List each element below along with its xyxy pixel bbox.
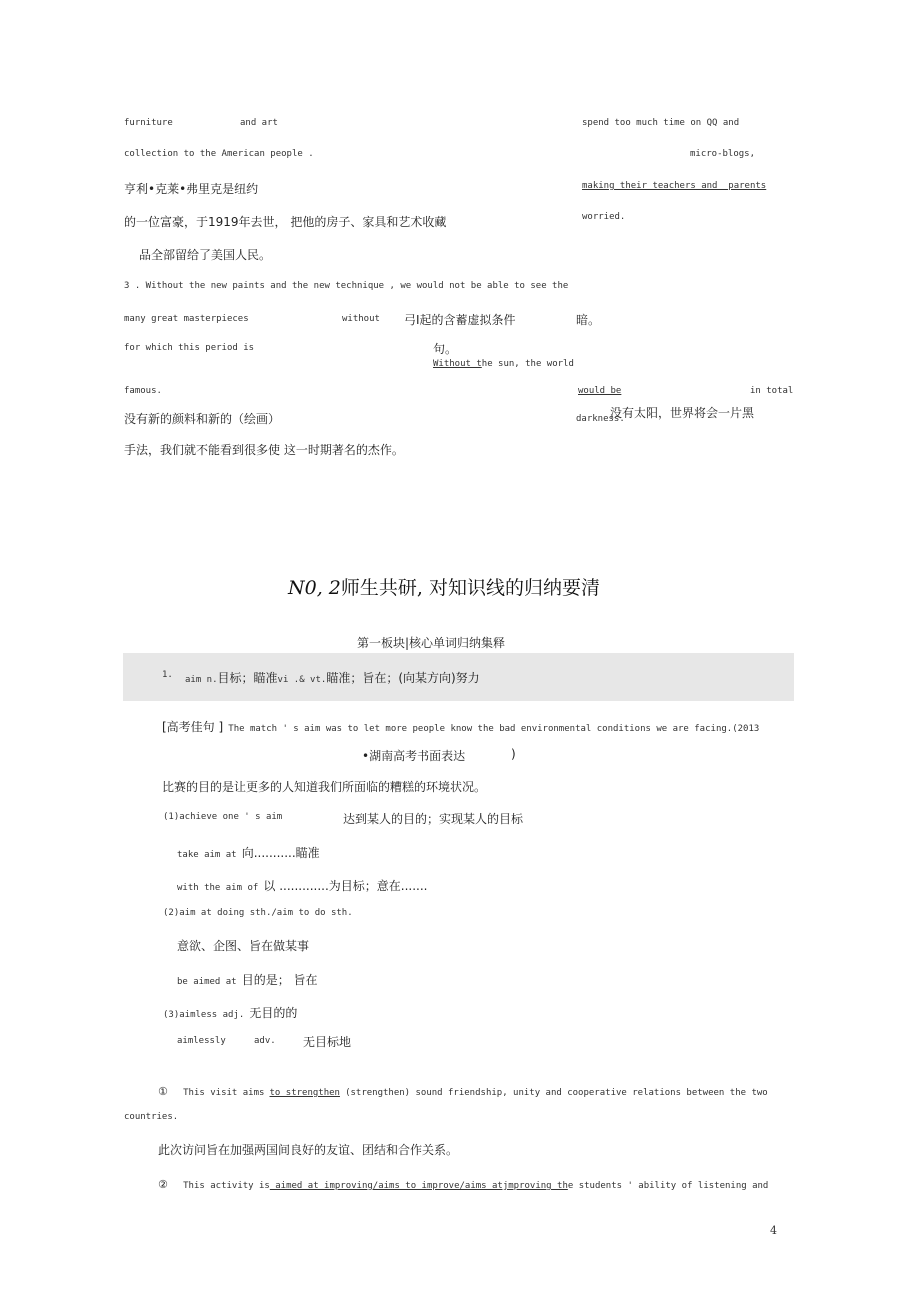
phrase-cn: 无目标地 [303, 1035, 352, 1049]
text-line: and art [240, 118, 278, 128]
gaokao-label: [高考佳句 ] [162, 720, 224, 734]
text-line: for which this period is [124, 343, 255, 353]
phrase [163, 1002, 297, 1021]
example-text: countries. [124, 1112, 179, 1122]
page-number: 4 [770, 1224, 777, 1237]
phrase-en: (3)aimless adj. [163, 1010, 245, 1020]
chinese-line: 没有太阳，世界将会一片黑 [610, 406, 755, 420]
band-number: 1. [162, 670, 173, 680]
example-2 [158, 1173, 768, 1192]
example-text: This activity is [183, 1181, 270, 1191]
phrase [177, 969, 318, 988]
title-text: 师生共研, 对知识线的归纳要清 [340, 577, 600, 599]
gaokao-text: The match ' s aim was to let more people know the bad environmental conditions we are facing.(2013 [228, 724, 760, 734]
phrase-cn: 无目的的 [249, 1006, 298, 1020]
example-text: e students ' ability of listening and [567, 1181, 769, 1191]
phrase-cn: 向...........瞄准 [241, 846, 320, 860]
sentence-3: 3 . Without the new paints and the new technique , we would not be able to see the [124, 281, 569, 291]
band-heading [185, 667, 480, 686]
phrase-en: with the aim of [177, 883, 259, 893]
text-line [578, 386, 621, 396]
text-line: micro-blogs, [690, 149, 756, 159]
text-line: without [342, 314, 380, 324]
phrase-cn: 目的是； 旨在 [241, 973, 318, 987]
underlined-answer: Without t [433, 359, 482, 369]
text-span: he sun, the world [481, 359, 574, 369]
underlined-answer: would be [578, 386, 622, 396]
text-line: many great masterpieces [124, 314, 249, 324]
chinese-line: 的一位富豪，于1919年去世， 把他的房子、家具和艺术收藏 [124, 215, 447, 229]
phrase-cn: 达到某人的目的；实现某人的目标 [343, 812, 524, 826]
text-line [582, 181, 766, 191]
text-line: furniture [124, 118, 173, 128]
phrase [177, 842, 320, 861]
section-subtitle: 第一板块|核心单词归纳集释 [357, 636, 506, 650]
text-line: famous. [124, 386, 162, 396]
band-text: 目标；瞄准 [217, 671, 278, 685]
phrase-en: (1)achieve one ' s aim [163, 812, 283, 822]
chinese-line: 手法，我们就不能看到很多使 这一时期著名的杰作。 [124, 443, 404, 457]
phrase-cn: 以 .............为目标；意在....... [263, 879, 428, 893]
text-line [433, 359, 574, 369]
chinese-line: 比赛的目的是让更多的人知道我们所面临的糟糕的环境状况。 [162, 780, 487, 794]
chinese-line: 没有新的颜料和新的（绘画） [124, 412, 281, 426]
chinese-line: 句。 [433, 342, 458, 356]
chinese-line: 暗。 [576, 313, 601, 327]
example-number: ② [158, 1178, 168, 1191]
phrase-en: take aim at [177, 850, 237, 860]
underlined-answer: _aimed at improving/aims to improve/aims atjmproving th [269, 1181, 568, 1191]
text-line: collection to the American people . [124, 149, 314, 159]
text-line: spend too much time on QQ and [582, 118, 740, 128]
underlined-answer: to strengthen [269, 1088, 340, 1098]
title-number: N0, 2 [288, 577, 341, 599]
text-line: darkness. [576, 414, 625, 424]
phrase-en: aimlessly [177, 1036, 226, 1046]
section-title [288, 573, 600, 600]
band-text: 瞄准；旨在；(向某方向)努力 [326, 671, 480, 685]
phrase-en: be aimed at [177, 977, 237, 987]
chinese-line: 此次访问旨在加强两国间良好的友谊、团结和合作关系。 [158, 1143, 459, 1157]
example-number: ① [158, 1085, 168, 1098]
band-text: vi .& vt. [277, 675, 327, 685]
example-1 [158, 1080, 768, 1099]
gaokao-source: •湖南高考书面表达 [362, 749, 466, 763]
chinese-line: 亨利•克莱•弗里克是纽约 [124, 182, 259, 196]
phrase-en: (2)aim at doing sth./aim to do sth. [163, 908, 353, 918]
gaokao-sentence [162, 716, 759, 735]
text-line: worried. [582, 212, 626, 222]
text-line: in total [750, 386, 794, 396]
band-text: aim n. [185, 675, 218, 685]
chinese-line: 弓I起的含蓄虚拟条件 [404, 313, 516, 327]
example-text: This visit aims [183, 1088, 265, 1098]
phrase-en: adv. [254, 1036, 276, 1046]
phrase-cn: 意欲、企图、旨在做某事 [177, 939, 310, 953]
phrase [177, 875, 427, 894]
example-text: (strengthen) sound friendship, unity and cooperative relations between the two [345, 1088, 768, 1098]
chinese-line: 品全部留给了美国人民。 [139, 248, 272, 262]
underlined-answer: making their teachers and _parents [582, 181, 767, 191]
gaokao-source: ) [511, 747, 516, 761]
